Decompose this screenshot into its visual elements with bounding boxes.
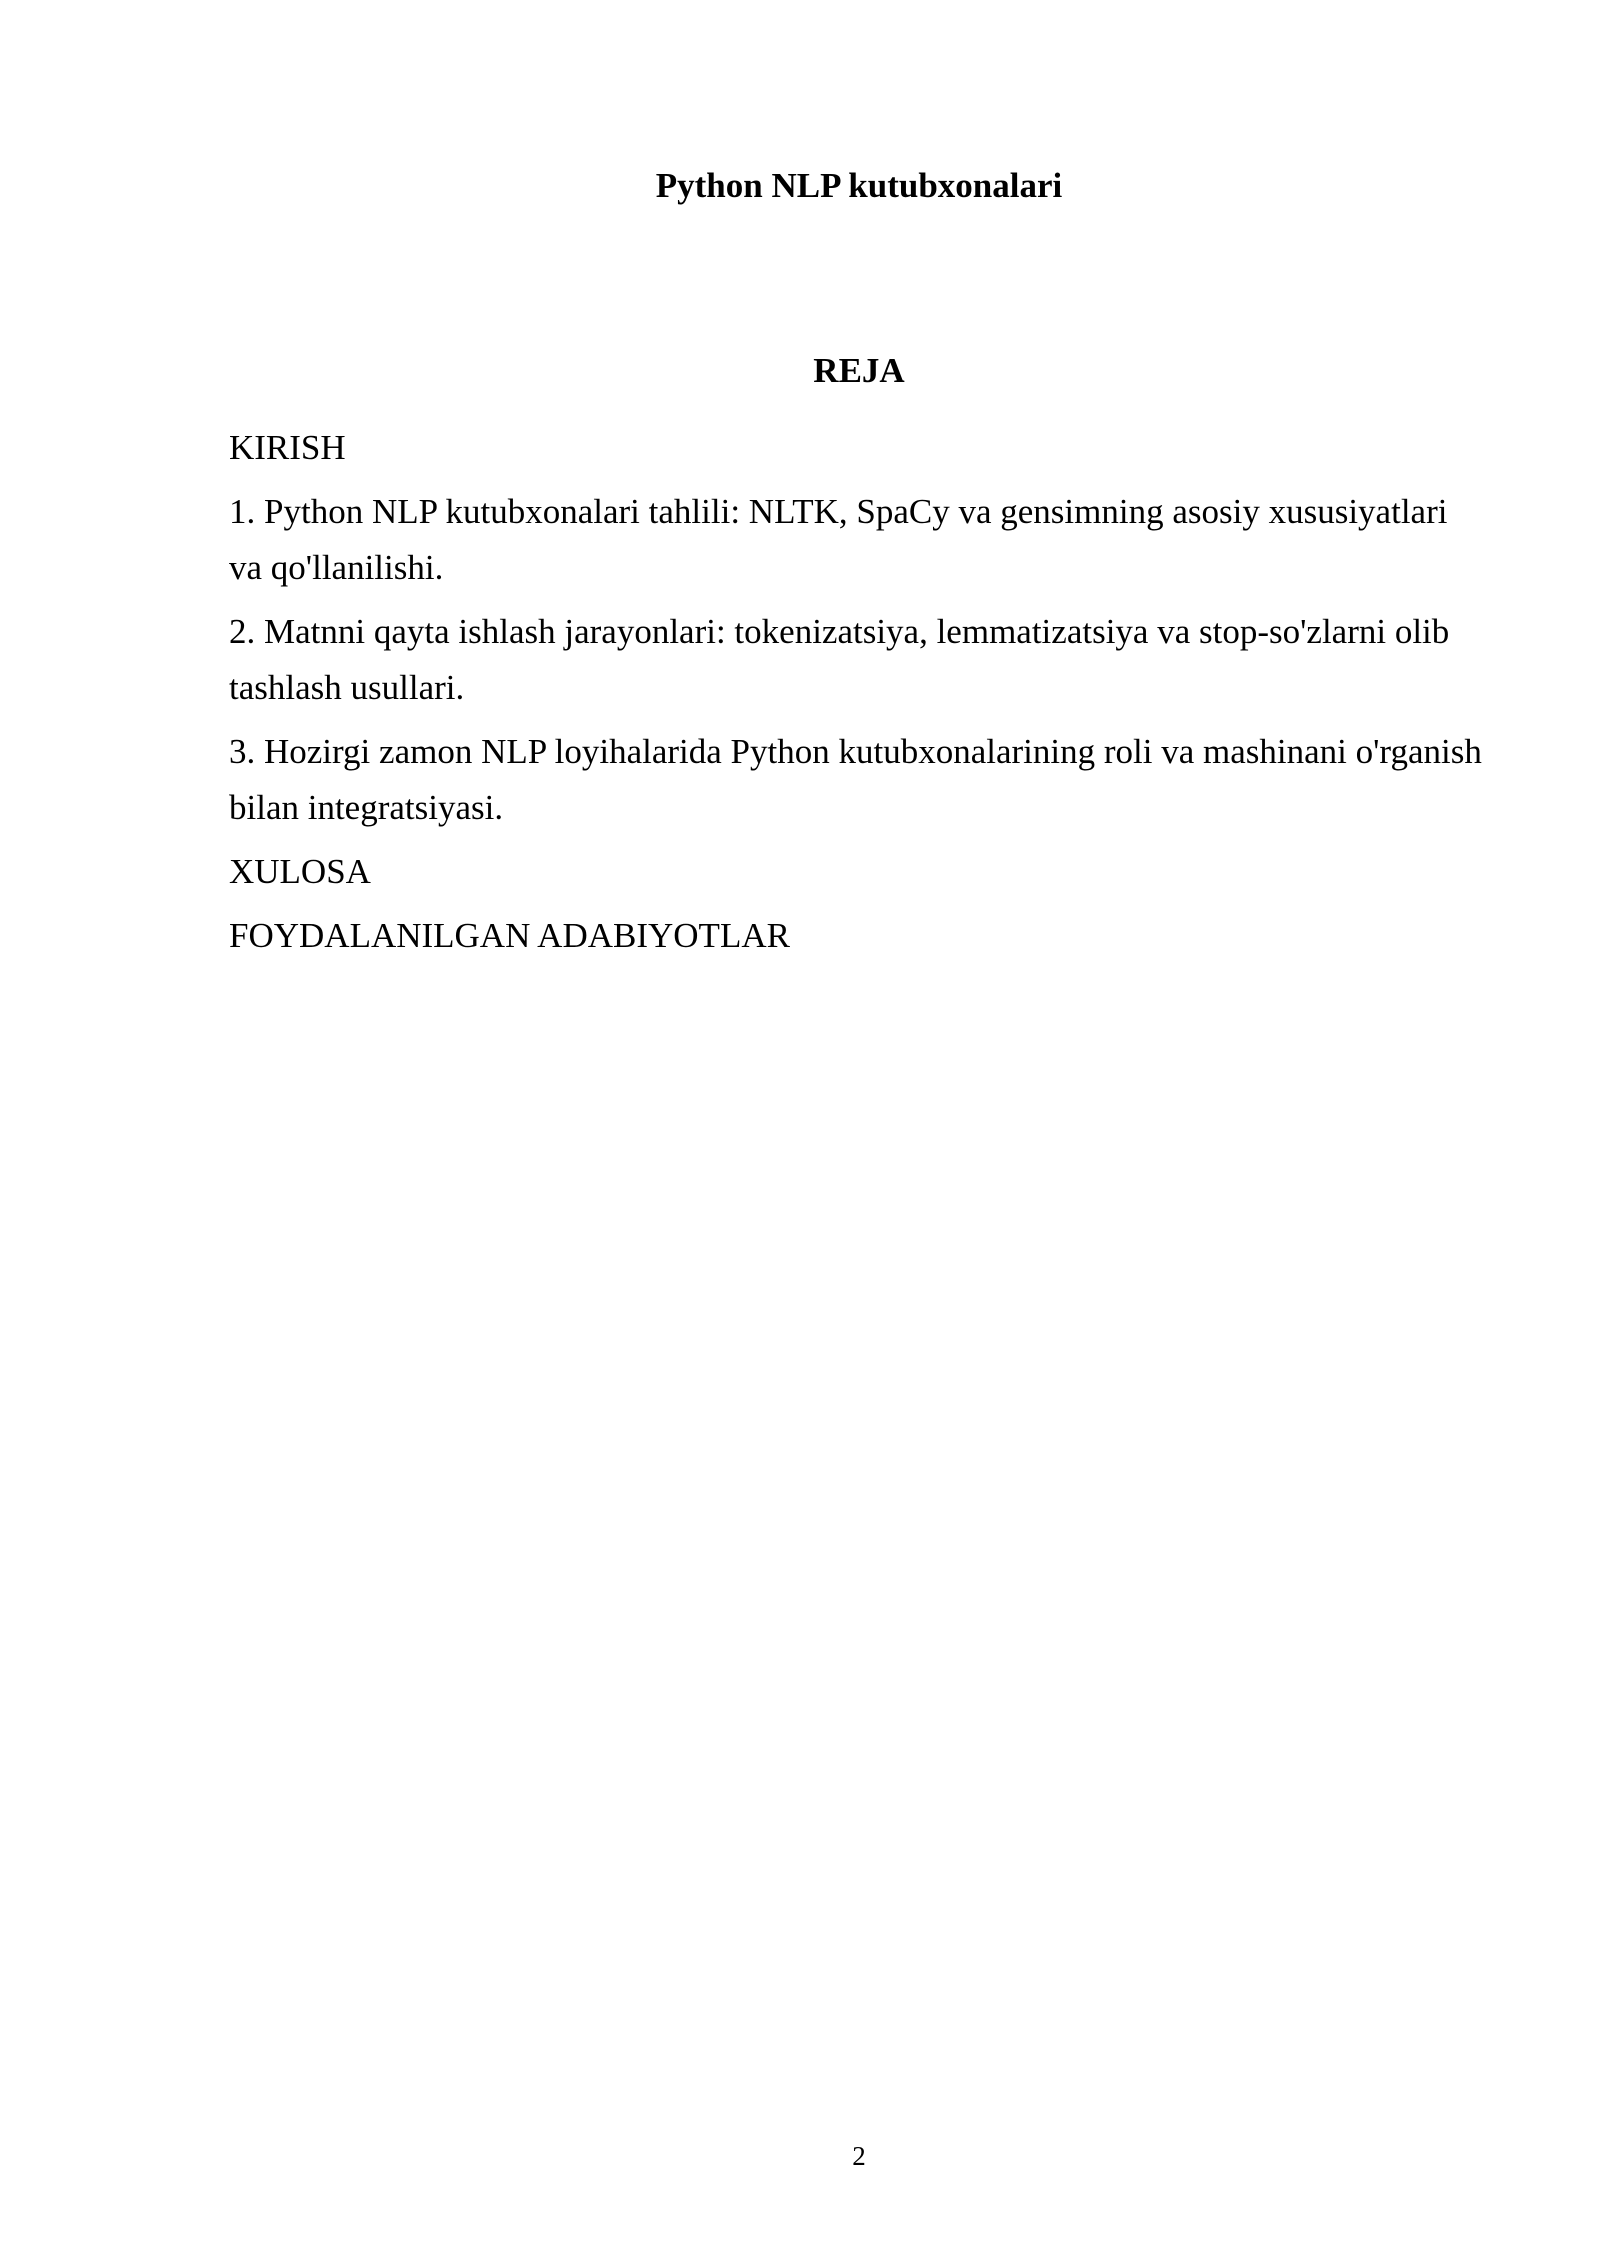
plan-heading: REJA: [813, 351, 905, 390]
plan-item-introduction: KIRISH: [229, 428, 346, 467]
plan-item-3: 3. Hozirgi zamon NLP loyihalarida Python kutubxonalarining roli va mashinani o'rganish bilan integratsiyasi.: [229, 732, 1482, 827]
plan-list: [229, 420, 1489, 972]
plan-item-2: 2. Matnni qayta ishlash jarayonlari: tokenizatsiya, lemmatizatsiya va stop-so'zlarni olib tashlash usullari.: [229, 612, 1450, 707]
document-title: Python NLP kutubxonalari: [655, 166, 1063, 205]
plan-item-1: 1. Python NLP kutubxonalari tahlili: NLTK, SpaCy va gensimning asosiy xususiyatlari va qo'llanilishi.: [229, 492, 1448, 587]
page-number: 2: [852, 2141, 866, 2171]
plan-item-references: FOYDALANILGAN ADABIYOTLAR: [229, 916, 790, 955]
plan-item-conclusion: XULOSA: [229, 852, 371, 891]
